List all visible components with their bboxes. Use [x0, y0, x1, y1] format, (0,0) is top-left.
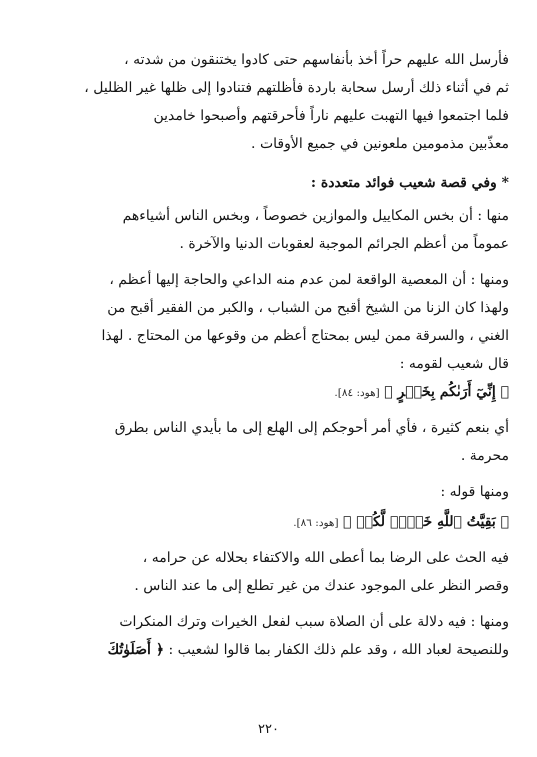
- text-line: ولهذا كان الزنا من الشيخ أقبح من الشباب ، والكبر من الفقير أقبح من: [107, 300, 509, 316]
- text-line: معذّبين مذمومين ملعونين في جميع الأوقات .: [251, 136, 509, 152]
- text-line: قال شعيب لقومه :: [399, 356, 509, 372]
- verse-reference: [هود: ٨٤].: [334, 387, 380, 399]
- text-line: وقصر النظر على الموجود عندك من غير تطلع إلى ما عند الناس .: [134, 578, 509, 594]
- quran-verse: ﴿ إِنِّيٓ أَرَىٰكُم بِخَيۡرٍ ﴾: [384, 384, 509, 400]
- text-line: فأرسل الله عليهم حراً أخذ بأنفاسهم حتى كادوا يختنقون من شدته ،: [124, 52, 509, 68]
- text-line: محرمة .: [460, 448, 509, 464]
- text-line: أي بنعم كثيرة ، فأي أمر أحوجكم إلى الهلع إلى ما بأيدي الناس بطرق: [114, 420, 509, 436]
- text-line: فيه الحث على الرضا بما أعطى الله والاكتفاء بحلاله عن حرامه ،: [142, 550, 509, 566]
- text-line: الغني ، والسرقة ممن ليس بمحتاج أعظم من وقوعها من المحتاج . لهذا: [101, 328, 509, 344]
- text-line: [108, 640, 509, 660]
- text-segment: وللنصيحة لعباد الله ، وقد علم ذلك الكفار بما قالوا لشعيب :: [168, 642, 509, 658]
- verse-reference: [هود: ٨٦].: [293, 517, 339, 529]
- text-line: ومنها : أن المعصية الواقعة لمن عدم منه الداعي والحاجة إليها أعظم ،: [109, 272, 509, 288]
- text-line: ثم في أثناء ذلك أرسل سحابة باردة فأظلتهم فتنادوا إلى ظلها غير الظليل ،: [84, 80, 509, 96]
- quran-verse-line: [334, 382, 509, 403]
- quran-verse: ﴿ بَقِيَّتُ ٱللَّهِ خَيۡرٞ لَّكُمۡ ﴾: [343, 514, 509, 530]
- section-heading: * وفي قصة شعيب فوائد متعددة :: [310, 175, 509, 191]
- text-line: عموماً من أعظم الجرائم الموجبة لعقوبات الدنيا والآخرة .: [179, 236, 509, 252]
- text-line: ومنها : فيه دلالة على أن الصلاة سبب لفعل الخيرات وترك المنكرات: [119, 614, 509, 630]
- text-line: فلما اجتمعوا فيها التهبت عليهم ناراً فأحرقتهم وأصبحوا خامدين: [153, 108, 509, 124]
- text-line: ومنها قوله :: [440, 484, 509, 500]
- page-number: ٢٢٠: [258, 722, 279, 737]
- text-line: منها : أن بخس المكاييل والموازين خصوصاً ، وبخس الناس أشياءهم: [122, 208, 509, 224]
- quran-verse-line: [293, 512, 509, 533]
- quran-verse-inline: ﴿ أَصَلَوٰتُكَ: [107, 642, 165, 658]
